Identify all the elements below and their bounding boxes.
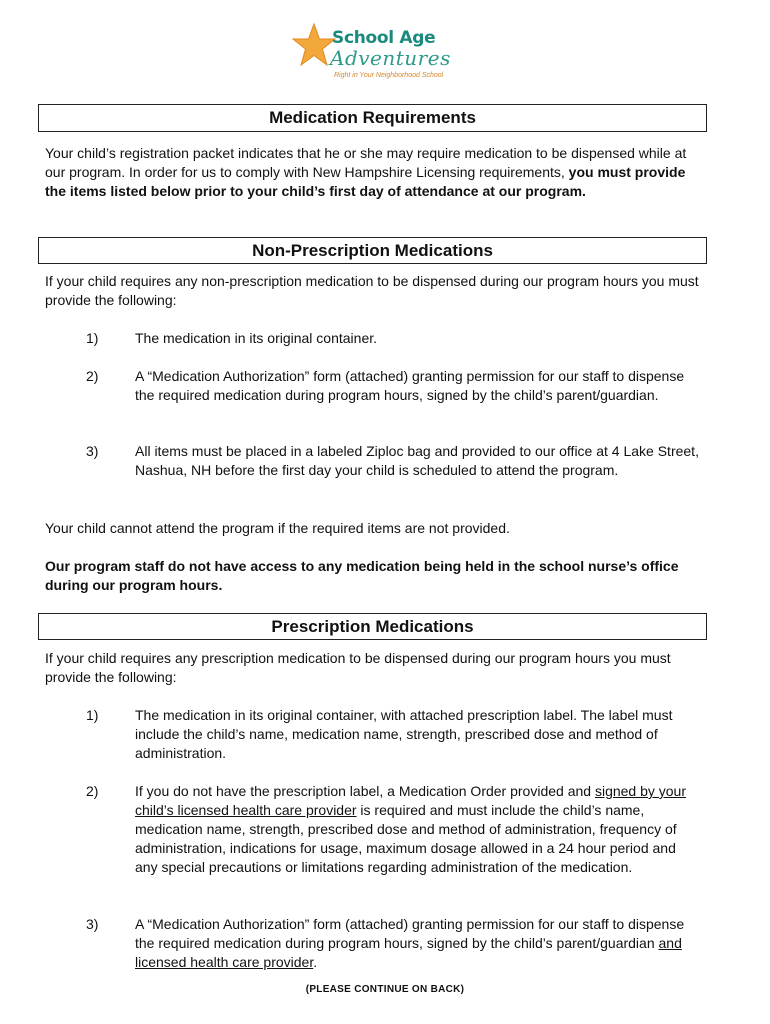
logo-line1: School Age xyxy=(332,28,436,48)
nonrx-intro: If your child requires any non-prescription medication to be dispensed during our program hours you must provide the following: xyxy=(45,273,699,308)
rx-intro: If your child requires any prescription medication to be dispensed during our program hours you must provide the following: xyxy=(45,650,671,685)
rx-item-3-number: 3) xyxy=(86,916,99,932)
medreq-intro-plain: Your child’s registration packet indicates that he or she may require medication to be dispensed while at our program. In order for us to comply with New Hampshire Licensing requirements, xyxy=(45,145,687,180)
rx-item-2-number: 2) xyxy=(86,783,99,799)
logo-tagline: Right in Your Neighborhood School xyxy=(334,72,444,79)
nonrx-item-1-text: The medication in its original container. xyxy=(135,330,378,346)
rx-item-1-text: The medication in its original container, with attached prescription label. The label must include the child’s name, medication name, strength, prescribed dose and method of administration. xyxy=(135,707,673,761)
nonrx-item-3-number: 3) xyxy=(86,443,99,459)
section-title-medication-requirements: Medication Requirements xyxy=(38,104,707,132)
nonrx-item-3-text: All items must be placed in a labeled Ziploc bag and provided to our office at 4 Lake Street, Nashua, NH before the first day your child is scheduled to attend the program. xyxy=(135,443,699,478)
nonrx-item-2-number: 2) xyxy=(86,368,99,384)
school-age-adventures-logo xyxy=(290,22,460,84)
logo-line2: Adventures xyxy=(330,46,451,70)
nonrx-item-1-number: 1) xyxy=(86,330,99,346)
rx-item-3-post: . xyxy=(313,954,318,970)
rx-item-2-post: is required and must include the child’s name, medication name, strength, prescribed dose and method of administration, frequency of administration, indications for usage, maximum dosage allowed in a 24 hour period and any special precautions or limitations regarding administration of the medication. xyxy=(135,802,677,875)
rx-item-2-pre: If you do not have the prescription label, a Medication Order provided and xyxy=(135,783,595,799)
nonrx-item-2-text: A “Medication Authorization” form (attached) granting permission for our staff to dispense the required medication during program hours, signed by the child’s parent/guardian. xyxy=(135,368,685,403)
rx-item-3-underline: and licensed health care provider xyxy=(135,935,682,970)
rx-item-3-text xyxy=(135,915,700,972)
nonrx-notice: Your child cannot attend the program if the required items are not provided. xyxy=(45,520,510,536)
nonrx-warning: Our program staff do not have access to any medication being held in the school nurse’s office during our program hours. xyxy=(45,558,679,593)
rx-item-2-text xyxy=(135,782,700,877)
continue-on-back-note: (PLEASE CONTINUE ON BACK) xyxy=(305,984,465,995)
section-title-non-prescription: Non-Prescription Medications xyxy=(38,237,707,264)
rx-item-2-underline: signed by your child’s licensed health care provider xyxy=(135,783,687,818)
section-title-prescription: Prescription Medications xyxy=(38,613,707,640)
rx-item-3-pre: A “Medication Authorization” form (attached) granting permission for our staff to dispense the required medication during program hours, signed by the child’s parent/guardian xyxy=(135,916,685,951)
medreq-intro xyxy=(45,144,705,201)
medreq-intro-bold: you must provide the items listed below prior to your child’s first day of attendance at our program. xyxy=(45,164,686,199)
rx-item-1-number: 1) xyxy=(86,707,99,723)
